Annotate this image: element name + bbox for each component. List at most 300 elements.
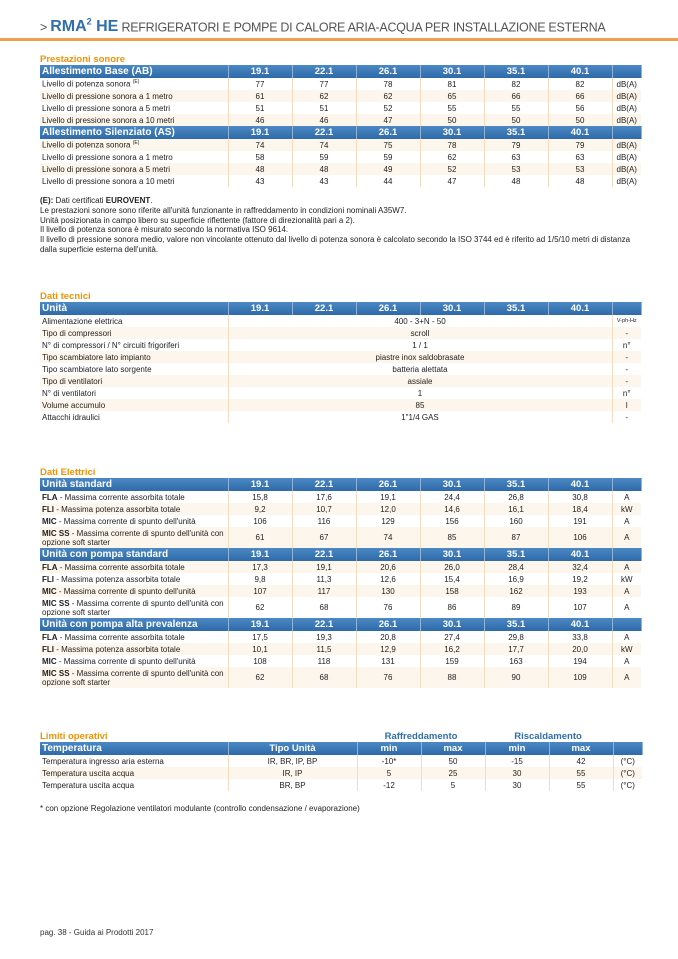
table-row [40,527,641,548]
model-header: 35.1 [484,126,548,139]
column-header: max [549,742,613,755]
unit-cell: kW [612,503,641,515]
value-cell: 56 [548,102,612,114]
value-cell: 78 [420,139,484,151]
unit-header [612,618,641,631]
row-code: FLA [42,492,58,502]
value-cell: assiale [228,375,612,387]
model-header: 26.1 [356,126,420,139]
value-cell: 59 [356,151,420,163]
value-cell: 53 [484,163,548,175]
unit-cell: A [624,632,630,642]
label-text: - Massima potenza assorbita totale [54,644,181,654]
value-cell: 51 [228,102,292,114]
table-row [40,631,641,643]
row-label: Tipo di compressori [40,327,228,339]
value-cell: 28,4 [484,561,548,573]
table-row [40,411,641,423]
group-header: Unità con pompa standard [40,548,228,561]
label-text: Livello di pressione sonora a 5 metri [42,164,171,174]
row-label: Tipo scambiatore lato impianto [40,351,228,363]
label-text: Livello di potenza sonora [42,140,131,150]
value-cell: 42 [549,755,613,767]
value-cell: 30,8 [548,491,612,503]
label-text: - Massima corrente assorbita totale [57,562,185,572]
value-cell: 131 [356,655,420,667]
label-text: Livello di potenza sonora [42,79,131,89]
row-label: N° di ventilatori [40,387,228,399]
unit-cell: kW [620,574,633,584]
group-header: Unità standard [40,478,228,491]
label-text: - Massima corrente di spunto dell'unità con opzione soft starter [42,528,224,547]
group-header: Unità [40,302,228,315]
note-line: Il livello di potenza sonora è misurato secondo la normativa ISO 9614. [40,225,289,235]
value-cell: 191 [548,515,612,527]
unit-header [612,548,641,561]
value-cell: 19,2 [548,573,612,585]
model-header: 40.1 [548,618,612,631]
value-cell: 19,1 [292,561,356,573]
value-cell: 10,1 [228,643,292,655]
value-cell: 5 [357,767,421,779]
value-cell: 85 [228,399,612,411]
model-header: 30.1 [420,302,484,315]
value-cell: 62 [228,667,292,688]
value-cell: 52 [420,163,484,175]
model-header: 35.1 [484,548,548,561]
value-cell: 75 [356,139,420,151]
row-code: FLI [42,644,54,654]
section-title: Dati tecnici [40,291,91,302]
value-cell: 62 [292,90,356,102]
value-cell: 67 [292,527,356,548]
value-cell: 160 [484,515,548,527]
value-cell: 9,8 [228,573,292,585]
row-code: MIC SS [42,668,70,678]
label-sup: (E) [132,140,140,147]
electrical-table [40,478,642,688]
model-header: 35.1 [484,302,548,315]
value-cell: 44 [356,175,420,187]
value-cell: 20,8 [356,631,420,643]
model-header: 26.1 [356,302,420,315]
table-row [40,655,641,667]
value-cell: 26,0 [420,561,484,573]
unit-cell: dB(A) [612,139,641,151]
value-cell: 68 [292,667,356,688]
header-prefix: > [40,20,51,35]
cooling-group-label: Raffreddamento [384,731,458,742]
unit-cell: kW [612,643,641,655]
heating-group-label: Riscaldamento [514,731,582,742]
row-label [40,573,228,585]
value-cell: 74 [228,139,292,151]
value-cell: 79 [548,139,612,151]
unit-cell: (°C) [620,756,635,766]
unit-cell: - [612,375,641,387]
row-label: Volume accumulo [40,399,228,411]
table-row [40,561,641,573]
page-footer: pag. 38 - Guida ai Prodotti 2017 [40,928,154,937]
value-cell: 9,2 [228,503,292,515]
model-header: 40.1 [548,126,612,139]
unit-cell: l [612,399,641,411]
value-cell: 159 [420,655,484,667]
unit-cell: (°C) [613,767,642,779]
unit-cell: (°C) [620,780,635,790]
row-label [40,163,228,175]
label-text: - Massima corrente assorbita totale [57,632,185,642]
electrical-section [40,467,641,688]
group-header: Unità con pompa alta prevalenza [40,618,228,631]
unit-cell: A [612,527,641,548]
value-cell: 194 [548,655,612,667]
section-title: Limiti operativi [40,731,108,742]
table-row [40,327,641,339]
unit-cell: A [624,656,630,666]
value-cell: 16,1 [484,503,548,515]
value-cell: 61 [228,90,292,102]
value-cell: 63 [548,151,612,163]
model-header: 30.1 [420,126,484,139]
label-text: Livello di pressione sonora a 10 metri [42,115,175,125]
model-header: 22.1 [292,618,356,631]
label-text: Livello di pressione sonora a 1 metro [42,91,173,101]
header-row [40,126,641,139]
value-cell: 1 [228,387,612,399]
unit-cell: A [612,561,641,573]
value-cell: 17,5 [228,631,292,643]
value-cell: 46 [292,114,356,126]
value-cell: 62 [420,151,484,163]
limits-table [40,742,643,791]
value-cell: 25 [421,767,485,779]
brand [50,18,118,35]
value-cell: 10,7 [292,503,356,515]
value-cell: 20,6 [356,561,420,573]
section-title: Prestazioni sonore [40,54,125,65]
value-cell: 106 [228,515,292,527]
model-header: 19.1 [228,478,292,491]
value-cell: 33,8 [548,631,612,643]
row-label [40,527,228,548]
value-cell: 51 [292,102,356,114]
row-code: FLI [42,574,54,584]
row-code: MIC [42,586,57,596]
header-row [40,742,642,755]
table-row [40,175,641,187]
value-cell: 12,9 [356,643,420,655]
header-row [40,302,641,315]
value-cell: 17,6 [292,491,356,503]
section-title: Dati Elettrici [40,467,96,478]
column-header: min [357,742,421,755]
label-text: - Massima corrente di spunto dell'unità [56,516,196,526]
eurovent-note: (E): Dati certificati EUROVENT. [40,196,153,205]
unit-cell: V-ph-Hz [616,318,637,324]
unit-cell: A [624,492,630,502]
table-row [40,363,641,375]
unit-type-cell: IR, BR, IP, BP [228,755,357,767]
acoustic-section [40,54,641,255]
value-cell: 48 [228,163,292,175]
row-label: N° di compressori / N° circuiti frigoriferi [40,339,228,351]
unit-cell: A [624,603,630,612]
row-label [40,102,228,114]
unit-header [612,478,641,491]
unit-header [612,302,641,315]
value-cell: 156 [420,515,484,527]
model-header: 26.1 [356,548,420,561]
row-label [40,561,228,573]
value-cell: 19,3 [292,631,356,643]
table-row [40,90,641,102]
value-cell: 55 [549,779,613,791]
value-cell: 29,8 [484,631,548,643]
value-cell: 16,2 [420,643,484,655]
model-header: 35.1 [484,618,548,631]
value-cell: 5 [421,779,485,791]
value-cell: -15 [485,755,549,767]
value-cell: 117 [292,585,356,597]
model-header: 40.1 [548,478,612,491]
table-row [40,375,641,387]
table-row [40,387,641,399]
limits-section [40,731,641,814]
value-cell: 66 [548,90,612,102]
row-label [40,78,228,90]
row-label [40,597,228,618]
label-text: - Massima corrente di spunto dell'unità con opzione soft starter [42,668,224,687]
acoustic-table [40,65,642,187]
value-cell: 24,4 [420,491,484,503]
table-row [40,151,641,163]
value-cell: scroll [228,327,612,339]
value-cell: 89 [484,597,548,618]
value-cell: 48 [484,175,548,187]
table-row [40,755,642,767]
label-text: Livello di pressione sonora a 1 metro [42,152,173,162]
model-header: 30.1 [420,618,484,631]
label-text: - Massima corrente di spunto dell'unità con opzione soft starter [42,598,224,617]
header-divider [0,38,678,41]
row-label: Tipo scambiatore lato sorgente [40,363,228,375]
unit-header [612,126,641,139]
value-cell: 1"1/4 GAS [228,411,612,423]
label-text: - Massima corrente di spunto dell'unità [56,656,196,666]
model-header: 19.1 [228,302,292,315]
row-label [40,585,228,597]
value-cell: 50 [420,114,484,126]
table-row [40,78,641,90]
header-row [40,548,641,561]
value-cell: 61 [228,527,292,548]
model-header: 19.1 [228,126,292,139]
header-subtitle: REFRIGERATORI E POMPE DI CALORE ARIA-ACQUA PER INSTALLAZIONE ESTERNA [118,20,606,35]
table-row [40,515,641,527]
group-header: Allestimento Silenziato (AS) [40,126,228,139]
model-header: 19.1 [228,618,292,631]
value-cell: 85 [420,527,484,548]
row-code: FLI [42,504,54,514]
value-cell: 46 [228,114,292,126]
table-row [40,573,641,585]
table-row [40,767,642,779]
column-header: min [485,742,549,755]
table-row [40,139,641,151]
value-cell: 130 [356,585,420,597]
value-cell: piastre inox saldobrasate [228,351,612,363]
table-row [40,315,641,327]
row-label [40,503,228,515]
unit-cell: n° [622,388,631,398]
table-row [40,779,642,791]
column-header: max [421,742,485,755]
model-header: 26.1 [356,618,420,631]
model-header: 30.1 [420,478,484,491]
value-cell: 12,6 [356,573,420,585]
row-label [40,643,228,655]
value-cell: 90 [484,667,548,688]
unit-cell: dB(A) [616,103,637,113]
row-label [40,491,228,503]
column-header: Tipo Unità [228,742,357,755]
model-header: 35.1 [484,478,548,491]
value-cell: 55 [484,102,548,114]
value-cell: 50 [548,114,612,126]
table-row [40,351,641,363]
label-text: - Massima corrente di spunto dell'unità [56,586,196,596]
value-cell: 88 [420,667,484,688]
model-header: 22.1 [292,302,356,315]
unit-header [613,742,642,755]
unit-cell: n° [622,340,631,350]
value-cell: 16,9 [484,573,548,585]
model-header: 35.1 [484,65,548,78]
technical-section [40,291,641,423]
value-cell: 107 [548,597,612,618]
value-cell: 107 [228,585,292,597]
unit-cell: A [612,585,641,597]
value-cell: 74 [356,527,420,548]
value-cell: 52 [356,102,420,114]
value-cell: 55 [420,102,484,114]
value-cell: 14,6 [420,503,484,515]
value-cell: 20,0 [548,643,612,655]
row-label [40,667,228,688]
table-row [40,339,641,351]
model-header: 22.1 [292,478,356,491]
unit-cell: dB(A) [616,152,637,162]
model-header: 19.1 [228,65,292,78]
value-cell: 43 [228,175,292,187]
value-cell: 62 [356,90,420,102]
table-row [40,102,641,114]
note-line: Le prestazioni sonore sono riferite all'unità funzionante in raffreddamento in condizioni nominali A35W7. [40,205,407,215]
value-cell: 1 / 1 [228,339,612,351]
brand-sup: 2 [86,17,92,27]
value-cell: 86 [420,597,484,618]
value-cell: 65 [420,90,484,102]
value-cell: 87 [484,527,548,548]
row-code: MIC [42,656,57,666]
value-cell: 43 [292,175,356,187]
model-header: 19.1 [228,548,292,561]
row-label [40,90,228,102]
value-cell: 74 [292,139,356,151]
value-cell: 48 [292,163,356,175]
unit-cell: - [612,327,641,339]
value-cell: 79 [484,139,548,151]
value-cell: 15,8 [228,491,292,503]
brand-name: RMA [50,18,87,36]
value-cell: 116 [292,515,356,527]
column-header: Temperatura [40,742,228,755]
value-cell: 47 [420,175,484,187]
label-text: - Massima potenza assorbita totale [54,504,181,514]
value-cell: 19,1 [356,491,420,503]
label-text: - Massima corrente assorbita totale [57,492,185,502]
unit-header [612,65,641,78]
label-sup: (E) [132,79,140,86]
table-row [40,491,641,503]
value-cell: 62 [228,597,292,618]
model-header: 22.1 [292,65,356,78]
value-cell: 81 [420,78,484,90]
row-code: MIC SS [42,528,70,538]
value-cell: 77 [228,78,292,90]
model-header: 26.1 [356,65,420,78]
unit-cell: dB(A) [616,79,637,89]
header-row [40,65,641,78]
row-label [40,151,228,163]
value-cell: 30 [485,767,549,779]
value-cell: 18,4 [548,503,612,515]
value-cell: 50 [421,755,485,767]
label-text: Livello di pressione sonora a 10 metri [42,176,175,186]
value-cell: 27,4 [420,631,484,643]
unit-cell: dB(A) [612,114,641,126]
limits-footnote: * con opzione Regolazione ventilatori modulante (controllo condensazione / evaporazione) [40,804,360,813]
value-cell: 78 [356,78,420,90]
model-header: 40.1 [548,548,612,561]
table-row [40,503,641,515]
header-row [40,478,641,491]
row-label [40,655,228,667]
value-cell: 17,7 [484,643,548,655]
value-cell: batteria alettata [228,363,612,375]
note-label: (E): [40,196,54,205]
row-label: Tipo di ventilatori [40,375,228,387]
unit-type-cell: BR, BP [228,779,357,791]
table-row [40,667,641,688]
table-row [40,399,641,411]
unit-type-cell: IR, IP [228,767,357,779]
unit-cell: dB(A) [612,163,641,175]
value-cell: -12 [357,779,421,791]
model-header: 22.1 [292,548,356,561]
value-cell: 53 [548,163,612,175]
value-cell: 400 - 3+N - 50 [228,315,612,327]
value-cell: -10* [357,755,421,767]
value-cell: 59 [292,151,356,163]
acoustic-notes [40,196,641,255]
row-code: FLA [42,562,58,572]
value-cell: 129 [356,515,420,527]
group-header: Allestimento Base (AB) [40,65,228,78]
unit-cell: A [624,516,630,526]
model-header: 40.1 [548,302,612,315]
